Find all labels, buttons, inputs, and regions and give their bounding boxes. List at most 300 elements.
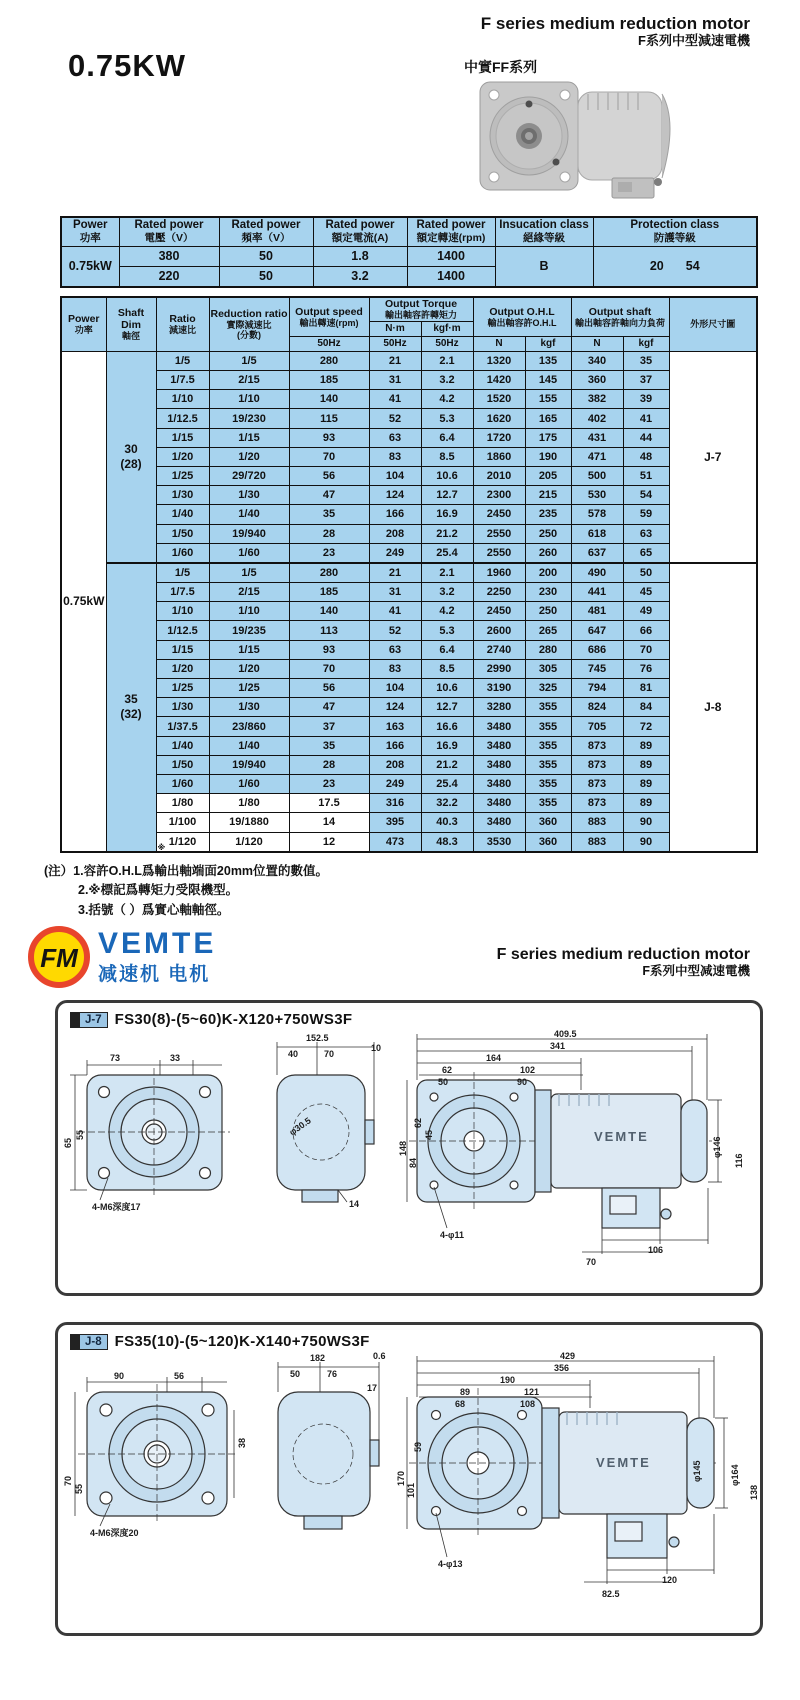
dimension-label: 38	[237, 1437, 247, 1448]
dimension-label: 33	[170, 1053, 181, 1063]
dimension-label: φ164	[730, 1464, 740, 1486]
model-code: FS30(8)-(5~60)K-X120+750WS3F	[114, 1011, 353, 1028]
spec-cell: 431	[571, 428, 623, 447]
spec-cell: 530	[571, 486, 623, 505]
dimension-label: 17	[367, 1383, 378, 1393]
brand-name: VEMTE	[98, 926, 217, 960]
spec-cell: 1/10	[209, 390, 289, 409]
spec-cell: 124	[369, 486, 421, 505]
spec-row	[61, 505, 757, 524]
column-header: Output shaft 輸出軸容許軸向力負荷	[571, 297, 669, 336]
spec-cell: 6.4	[421, 428, 473, 447]
spec-cell: 3.2	[421, 583, 473, 602]
spec-cell: 83	[369, 659, 421, 678]
spec-cell: 1720	[473, 428, 525, 447]
spec-cell: 35	[289, 736, 369, 755]
spec-cell: 208	[369, 755, 421, 774]
dimension-label: φ30.5	[287, 1115, 313, 1138]
limited-torque-mark: ※	[157, 842, 166, 852]
dimension-label: 121	[524, 1387, 540, 1397]
column-header: Power 功率	[61, 297, 106, 351]
spec-cell: 163	[369, 717, 421, 736]
spec-cell: 48	[623, 447, 669, 466]
spec-cell: 47	[289, 486, 369, 505]
spec-cell: 41	[623, 409, 669, 428]
dimension-label: 4-M6深度20	[90, 1528, 139, 1538]
spec-cell: 63	[623, 524, 669, 543]
spec-cell: 250	[525, 524, 571, 543]
spec-cell: 19/940	[209, 524, 289, 543]
spec-cell: 21	[369, 351, 421, 370]
section-title-zh: F系列中型减速電機	[642, 964, 750, 979]
spec-cell: 93	[289, 640, 369, 659]
spec-cell: 1/120	[209, 832, 289, 852]
spec-cell: 305	[525, 659, 571, 678]
ratings-row	[61, 246, 757, 266]
dimension-figure-j7	[55, 1000, 763, 1296]
spec-cell: 1/20	[156, 659, 209, 678]
spec-cell: 265	[525, 621, 571, 640]
spec-row	[61, 524, 757, 543]
column-header: Rated power 額定轉速(rpm)	[407, 217, 495, 246]
spec-cell: 2450	[473, 602, 525, 621]
spec-cell: 1/60	[209, 774, 289, 793]
spec-cell: 647	[571, 621, 623, 640]
section-title-en: F series medium reduction motor	[496, 946, 750, 963]
spec-cell: 1/15	[209, 640, 289, 659]
spec-cell: 873	[571, 794, 623, 813]
dimension-label: 65	[63, 1137, 73, 1148]
spec-cell: 824	[571, 698, 623, 717]
spec-cell: 1/10	[156, 602, 209, 621]
spec-cell: 90	[623, 813, 669, 832]
spec-cell: 175	[525, 428, 571, 447]
spec-cell: 1/12.5	[156, 409, 209, 428]
spec-cell: 325	[525, 679, 571, 698]
spec-cell: 8.5	[421, 447, 473, 466]
dimension-label: 182	[310, 1353, 326, 1363]
spec-cell: 355	[525, 774, 571, 793]
technical-drawing-j7	[62, 1030, 756, 1276]
spec-cell: 3480	[473, 717, 525, 736]
spec-cell: 686	[571, 640, 623, 659]
dimension-figure-j8	[55, 1322, 763, 1636]
doc-title	[481, 14, 750, 48]
spec-cell: 12.7	[421, 698, 473, 717]
spec-row	[61, 717, 757, 736]
spec-cell: 2300	[473, 486, 525, 505]
spec-cell: 1/15	[209, 428, 289, 447]
spec-row	[61, 774, 757, 793]
spec-row	[61, 583, 757, 602]
figure-badge-icon	[71, 1013, 80, 1027]
dimension-label: 68	[455, 1399, 466, 1409]
spec-cell: 12.7	[421, 486, 473, 505]
spec-cell: 35 (32)	[106, 563, 156, 852]
page-title: 0.75KW	[68, 48, 186, 83]
unit-header: kgf	[525, 336, 571, 351]
column-header: Rated power 電壓（V）	[119, 217, 219, 246]
spec-cell: 39	[623, 390, 669, 409]
spec-cell: 873	[571, 774, 623, 793]
unit-header: 50Hz	[369, 336, 421, 351]
spec-cell: 481	[571, 602, 623, 621]
figure-title	[58, 1003, 760, 1028]
dimension-label: 356	[554, 1363, 570, 1373]
figure-badge: J-7	[70, 1012, 108, 1028]
spec-cell: 190	[525, 447, 571, 466]
dimension-label: φ146	[712, 1136, 722, 1158]
dimension-label: 62	[413, 1117, 423, 1128]
spec-cell: 360	[571, 371, 623, 390]
unit-header: N	[571, 336, 623, 351]
spec-cell: 1/15	[156, 640, 209, 659]
spec-cell: 4.2	[421, 602, 473, 621]
spec-cell: 355	[525, 794, 571, 813]
ratings-header-row	[61, 217, 757, 246]
series-label: 中實FF系列	[464, 59, 538, 75]
speed-cell: 1400	[407, 266, 495, 287]
spec-cell: 59	[623, 505, 669, 524]
spec-cell: 1/40	[156, 505, 209, 524]
section-title	[497, 946, 750, 979]
spec-cell: 618	[571, 524, 623, 543]
spec-cell: 10.6	[421, 466, 473, 485]
spec-cell: 16.9	[421, 505, 473, 524]
spec-cell: 2740	[473, 640, 525, 659]
doc-title-en: F series medium reduction motor	[480, 14, 750, 33]
column-header: 外形尺寸圖	[669, 297, 757, 351]
dimension-label: 82.5	[602, 1589, 620, 1599]
spec-cell: 402	[571, 409, 623, 428]
spec-row	[61, 755, 757, 774]
spec-cell: 0.75kW	[61, 351, 106, 851]
spec-cell: 1/50	[156, 755, 209, 774]
spec-cell: 1960	[473, 563, 525, 583]
spec-cell: 1/50	[156, 524, 209, 543]
spec-cell: 54	[623, 486, 669, 505]
spec-cell: 1/10	[209, 602, 289, 621]
doc-title-zh: F系列中型減速電機	[638, 32, 750, 48]
column-header: Rated power 額定電流(A)	[313, 217, 407, 246]
spec-cell: 44	[623, 428, 669, 447]
spec-cell: 166	[369, 736, 421, 755]
ratings-table	[60, 216, 758, 288]
spec-row	[61, 543, 757, 563]
spec-cell: 41	[369, 390, 421, 409]
spec-cell: 19/940	[209, 755, 289, 774]
spec-cell: 2450	[473, 505, 525, 524]
dimension-label: 190	[500, 1375, 516, 1385]
speed-cell: 1400	[407, 246, 495, 266]
figure-badge-icon	[71, 1335, 80, 1349]
spec-cell: 52	[369, 409, 421, 428]
spec-cell: 2600	[473, 621, 525, 640]
spec-cell: 1/30	[156, 486, 209, 505]
spec-cell: 89	[623, 755, 669, 774]
spec-row	[61, 466, 757, 485]
spec-cell: 72	[623, 717, 669, 736]
spec-cell: 1/60	[209, 543, 289, 563]
spec-cell: 37	[623, 371, 669, 390]
spec-cell: 63	[369, 640, 421, 659]
vemte-logo-icon	[28, 926, 90, 988]
unit-header: N·m	[369, 321, 421, 336]
spec-cell: 1/5	[156, 351, 209, 370]
figure-badge: J-8	[70, 1334, 108, 1350]
spec-cell: 883	[571, 813, 623, 832]
spec-cell: 1/25	[156, 679, 209, 698]
spec-cell: 395	[369, 813, 421, 832]
spec-cell: 355	[525, 717, 571, 736]
spec-cell: 360	[525, 813, 571, 832]
dimension-label: 148	[398, 1140, 408, 1156]
spec-row	[61, 563, 757, 583]
spec-cell: 1/30	[156, 698, 209, 717]
spec-cell: 1/7.5	[156, 583, 209, 602]
spec-cell: 1/20	[209, 447, 289, 466]
spec-cell: 30 (28)	[106, 351, 156, 563]
dimension-label: VEMTE	[594, 1129, 649, 1144]
spec-cell: 66	[623, 621, 669, 640]
spec-row	[61, 409, 757, 428]
spec-cell: 1/20	[156, 447, 209, 466]
spec-cell: 45	[623, 583, 669, 602]
dimension-label: 45	[424, 1129, 434, 1140]
spec-cell: 1/40	[209, 736, 289, 755]
power-value-cell: 0.75kW	[61, 246, 119, 287]
spec-cell: 49	[623, 602, 669, 621]
spec-cell: 115	[289, 409, 369, 428]
spec-cell: 1/20	[209, 659, 289, 678]
spec-cell: 3190	[473, 679, 525, 698]
unit-header: 50Hz	[421, 336, 473, 351]
spec-row	[61, 679, 757, 698]
spec-cell: 84	[623, 698, 669, 717]
spec-cell: 316	[369, 794, 421, 813]
spec-cell: 35	[289, 505, 369, 524]
spec-cell: 135	[525, 351, 571, 370]
spec-cell: 113	[289, 621, 369, 640]
spec-cell: 260	[525, 543, 571, 563]
column-header: Output speed 輸出轉速(rpm)	[289, 297, 369, 336]
spec-cell: 2250	[473, 583, 525, 602]
spec-cell: 90	[623, 832, 669, 852]
spec-cell: 1/30	[209, 486, 289, 505]
spec-cell: 25.4	[421, 774, 473, 793]
spec-row	[61, 794, 757, 813]
spec-cell: 873	[571, 736, 623, 755]
spec-cell: 3530	[473, 832, 525, 852]
spec-cell: 16.6	[421, 717, 473, 736]
dimension-label: 14	[349, 1199, 360, 1209]
spec-cell: 1/40	[156, 736, 209, 755]
spec-cell: 1620	[473, 409, 525, 428]
spec-row	[61, 390, 757, 409]
spec-row	[61, 447, 757, 466]
spec-cell: 208	[369, 524, 421, 543]
column-header: Protection class 防護等級	[593, 217, 757, 246]
column-header: Ratio 減速比	[156, 297, 209, 351]
dimension-label: 152.5	[306, 1033, 329, 1043]
spec-cell: 89	[623, 794, 669, 813]
dimension-label: 59	[413, 1441, 423, 1452]
spec-cell: 3480	[473, 813, 525, 832]
spec-cell: 637	[571, 543, 623, 563]
dimension-label: 50	[438, 1077, 449, 1087]
spec-cell: 1/25	[209, 679, 289, 698]
spec-cell: 280	[525, 640, 571, 659]
spec-cell: 65	[623, 543, 669, 563]
unit-header: N	[473, 336, 525, 351]
model-code: FS35(10)-(5~120)K-X140+750WS3F	[114, 1333, 370, 1350]
column-header: Rated power 頻率（V）	[219, 217, 313, 246]
dimension-label: 76	[327, 1369, 338, 1379]
spec-cell: 4.2	[421, 390, 473, 409]
dimension-label: 89	[460, 1387, 471, 1397]
spec-cell: 794	[571, 679, 623, 698]
brand-subtitle: 减速机 电机	[98, 963, 211, 985]
spec-cell: 63	[369, 428, 421, 447]
spec-cell: 1/37.5	[156, 717, 209, 736]
spec-cell: 3.2	[421, 371, 473, 390]
dimension-label: 84	[408, 1157, 418, 1168]
spec-cell: 500	[571, 466, 623, 485]
spec-cell: 1/100	[156, 813, 209, 832]
spec-cell: 1/25	[156, 466, 209, 485]
spec-cell: 185	[289, 371, 369, 390]
dimension-label: 62	[442, 1065, 453, 1075]
spec-cell: 2.1	[421, 563, 473, 583]
spec-cell: 28	[289, 755, 369, 774]
dimension-label: 108	[520, 1399, 536, 1409]
spec-cell: 47	[289, 698, 369, 717]
spec-row	[61, 813, 757, 832]
spec-cell: 1420	[473, 371, 525, 390]
dimension-label: 40	[288, 1049, 299, 1059]
spec-cell: 2990	[473, 659, 525, 678]
spec-cell: 12	[289, 832, 369, 852]
spec-cell: 1/40	[209, 505, 289, 524]
spec-row	[61, 602, 757, 621]
spec-cell: 21.2	[421, 755, 473, 774]
spec-cell: 705	[571, 717, 623, 736]
spec-cell: 1/15	[156, 428, 209, 447]
spec-cell: 31	[369, 583, 421, 602]
protection-class-cell: 20 54	[593, 246, 757, 287]
spec-cell: 40.3	[421, 813, 473, 832]
dimension-label: 70	[63, 1475, 73, 1486]
footnote-line: (注）1.容許O.H.L爲輸出軸端面20mm位置的數值。	[44, 864, 329, 878]
spec-cell: 145	[525, 371, 571, 390]
spec-row	[61, 428, 757, 447]
dimension-label: 4-M6深度17	[92, 1202, 141, 1212]
spec-cell: 355	[525, 736, 571, 755]
spec-row	[61, 351, 757, 370]
spec-cell: 23/860	[209, 717, 289, 736]
footnotes	[44, 862, 328, 920]
spec-cell: 360	[525, 832, 571, 852]
spec-cell: 1/7.5	[156, 371, 209, 390]
spec-cell: 32.2	[421, 794, 473, 813]
spec-cell: J-8	[669, 563, 757, 852]
unit-header: 50Hz	[289, 336, 369, 351]
spec-cell: 41	[369, 602, 421, 621]
dimension-label: 106	[648, 1245, 664, 1255]
spec-cell: 140	[289, 390, 369, 409]
spec-cell: 1/60	[156, 774, 209, 793]
spec-row	[61, 659, 757, 678]
dimension-label: 138	[749, 1484, 759, 1500]
dimension-label: 55	[75, 1129, 85, 1140]
spec-cell: 166	[369, 505, 421, 524]
spec-cell: 14	[289, 813, 369, 832]
spec-cell: 23	[289, 543, 369, 563]
spec-cell: 382	[571, 390, 623, 409]
spec-row	[61, 371, 757, 390]
dimension-label: 170	[396, 1470, 406, 1486]
drawing-lineart	[62, 1030, 756, 1276]
spec-cell: 280	[289, 351, 369, 370]
spec-cell: 249	[369, 774, 421, 793]
brand-logo	[28, 926, 216, 988]
spec-cell: 355	[525, 698, 571, 717]
spec-cell: 249	[369, 543, 421, 563]
voltage-cell: 380	[119, 246, 219, 266]
spec-cell: 2/15	[209, 371, 289, 390]
spec-cell: 21.2	[421, 524, 473, 543]
spec-cell: 19/230	[209, 409, 289, 428]
spec-cell: 215	[525, 486, 571, 505]
spec-cell: 1/60	[156, 543, 209, 563]
spec-row	[61, 832, 757, 852]
svg-text:FM: FM	[40, 943, 78, 973]
column-header: Shaft Dim 軸徑	[106, 297, 156, 351]
spec-row	[61, 698, 757, 717]
spec-cell: 1/120 ※	[156, 832, 209, 852]
spec-cell: 2550	[473, 543, 525, 563]
spec-cell: 81	[623, 679, 669, 698]
dimension-label: VEMTE	[596, 1455, 651, 1470]
spec-cell: 19/1880	[209, 813, 289, 832]
spec-cell: 155	[525, 390, 571, 409]
spec-cell: 1/30	[209, 698, 289, 717]
dimension-label: 90	[114, 1371, 125, 1381]
dimension-label: 90	[517, 1077, 528, 1087]
spec-row	[61, 736, 757, 755]
dimension-label: 409.5	[554, 1029, 577, 1039]
spec-cell: 52	[369, 621, 421, 640]
spec-cell: 6.4	[421, 640, 473, 659]
spec-cell: 230	[525, 583, 571, 602]
dimension-label: 50	[290, 1369, 301, 1379]
dimension-label: 0.6	[373, 1351, 386, 1361]
spec-cell: 70	[289, 659, 369, 678]
spec-cell: 235	[525, 505, 571, 524]
spec-cell: 1/5	[209, 351, 289, 370]
spec-cell: 56	[289, 679, 369, 698]
spec-cell: 578	[571, 505, 623, 524]
spec-cell: 70	[623, 640, 669, 659]
spec-cell: 35	[623, 351, 669, 370]
spec-cell: 29/720	[209, 466, 289, 485]
figure-title	[58, 1325, 760, 1350]
spec-cell: 1860	[473, 447, 525, 466]
spec-cell: 70	[289, 447, 369, 466]
spec-cell: 2550	[473, 524, 525, 543]
spec-cell: 140	[289, 602, 369, 621]
spec-cell: 340	[571, 351, 623, 370]
